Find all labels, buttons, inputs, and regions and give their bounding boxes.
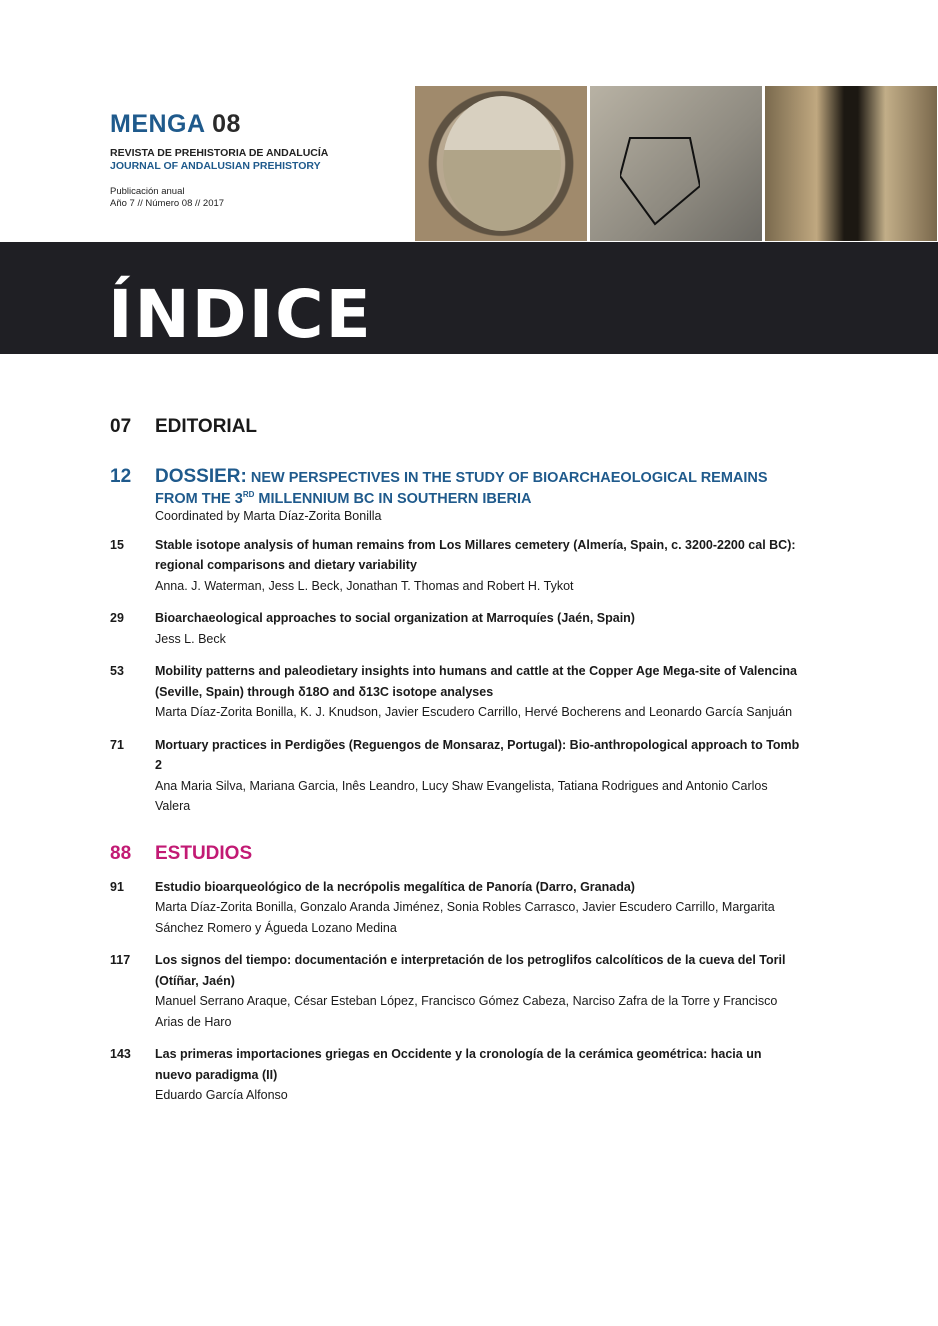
entry-page: 91 <box>110 879 124 894</box>
dossier-page: 12 <box>110 466 132 487</box>
pentagon-outline <box>620 136 700 226</box>
estudios-section <box>110 843 800 865</box>
publication-frequency: Publicación anual <box>110 186 185 197</box>
dossier-title-part: FROM THE 3 <box>155 490 243 507</box>
entry-title: Stable isotope analysis of human remains from Los Millares cemetery (Almería, Spain, c. 3200-2200 cal BC): regional comparisons and dietary variability <box>155 537 796 573</box>
cover-photos <box>415 86 937 241</box>
entry-page: 117 <box>110 953 131 968</box>
entry-authors: Jess L. Beck <box>155 631 226 646</box>
dossier-heading <box>155 466 768 488</box>
entry-page: 143 <box>110 1047 131 1062</box>
entry-title: Los signos del tiempo: documentación e interpretación de los petroglifos calcolíticos de la cueva del Toril (Otíñar, Jaén) <box>155 953 786 988</box>
publication-info <box>110 186 328 210</box>
entry-authors: Anna. J. Waterman, Jess L. Beck, Jonathan T. Thomas and Robert H. Tykot <box>155 578 574 593</box>
entry-title: Bioarchaeological approaches to social organization at Marroquíes (Jaén, Spain) <box>155 611 635 626</box>
entry-authors: Marta Díaz-Zorita Bonilla, Gonzalo Aranda Jiménez, Sonia Robles Carrasco, Javier Escudero Carrillo, Margarita Sánchez Romero y Águeda Lozano Medina <box>155 900 775 935</box>
list-item <box>110 535 800 597</box>
journal-name: MENGA <box>110 110 205 138</box>
dossier-title-part2: MILLENNIUM BC IN SOUTHERN IBERIA <box>254 490 532 507</box>
table-of-contents <box>110 416 800 1106</box>
journal-title <box>110 110 328 139</box>
journal-header <box>110 110 328 210</box>
entry-authors: Manuel Serrano Araque, César Esteban López, Francisco Gómez Cabeza, Narciso Zafra de la Torre y Francisco Arias de Haro <box>155 994 778 1029</box>
entry-authors: Eduardo García Alfonso <box>155 1088 288 1103</box>
list-item <box>110 661 800 723</box>
dossier-coordinator: Coordinated by Marta Díaz-Zorita Bonilla <box>155 508 382 523</box>
subtitle-spanish: REVISTA DE PREHISTORIA DE ANDALUCÍA <box>110 147 329 159</box>
list-item <box>110 950 800 1032</box>
journal-number: 08 <box>212 110 241 138</box>
dossier-label: DOSSIER: <box>155 466 247 487</box>
entry-title: Mortuary practices in Perdigões (Reguengos de Monsaraz, Portugal): Bio-anthropological approach to Tomb 2 <box>155 737 800 773</box>
dossier-title-line1: NEW PERSPECTIVES IN THE STUDY OF BIOARCHAEOLOGICAL REMAINS <box>246 470 768 486</box>
editorial-section <box>110 416 800 438</box>
dossier-section <box>110 466 800 488</box>
entry-page: 29 <box>110 611 124 626</box>
entry-title: Estudio bioarqueológico de la necrópolis megalítica de Panoría (Darro, Granada) <box>155 879 635 894</box>
list-item <box>110 735 800 817</box>
bone-remains-photo <box>590 86 762 241</box>
list-item <box>110 1044 800 1106</box>
subtitle-english: JOURNAL OF ANDALUSIAN PREHISTORY <box>110 160 321 172</box>
entry-page: 53 <box>110 664 124 679</box>
publication-issue: Año 7 // Número 08 // 2017 <box>110 198 225 209</box>
estudios-page: 88 <box>110 842 132 864</box>
list-item <box>110 608 800 649</box>
estudios-title: ESTUDIOS <box>155 842 253 864</box>
index-banner <box>0 242 938 354</box>
entry-authors: Marta Díaz-Zorita Bonilla, K. J. Knudson, Javier Escudero Carrillo, Hervé Bocherens and Leonardo García Sanjuán <box>155 705 793 720</box>
index-title: ÍNDICE <box>108 276 373 353</box>
entry-page: 15 <box>110 537 124 552</box>
entry-page: 71 <box>110 737 124 752</box>
editorial-title: EDITORIAL <box>155 416 258 437</box>
dossier-title-line2 <box>155 490 800 507</box>
dossier-entries <box>110 535 800 817</box>
entry-authors: Ana Maria Silva, Mariana Garcia, Inês Leandro, Lucy Shaw Evangelista, Tatiana Rodrigues and Antonio Carlos Valera <box>155 778 768 814</box>
estudios-entries <box>110 877 800 1106</box>
dolmen-chamber-photo <box>415 86 587 241</box>
editorial-page: 07 <box>110 416 132 437</box>
megalithic-corridor-photo <box>765 86 937 241</box>
dossier-title-sup: RD <box>242 490 255 499</box>
list-item <box>110 877 800 939</box>
entry-title: Las primeras importaciones griegas en Occidente y la cronología de la cerámica geométrica: hacia un nuevo paradigma (II) <box>155 1047 762 1082</box>
entry-title: Mobility patterns and paleodietary insights into humans and cattle at the Copper Age Mega-site of Valencina (Seville, Spain) through δ18O and δ13C isotope analyses <box>155 664 798 699</box>
